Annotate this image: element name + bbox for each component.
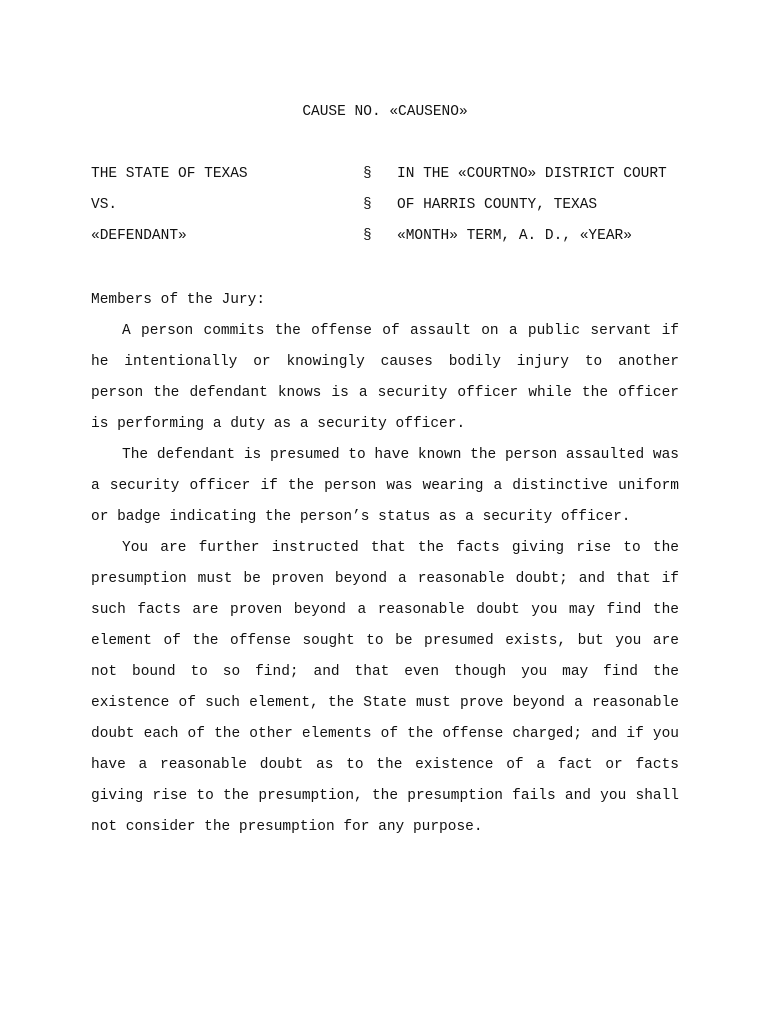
caption-party: «DEFENDANT» [91,228,187,244]
caption-row [91,164,679,195]
instruction-paragraph: A person commits the offense of assault on a public servant if he intentionally or knowingly causes bodily injury to another person the defendant knows is a security officer while the officer is performing a duty as a security officer. [91,323,679,432]
caption-court: IN THE «COURTNO» DISTRICT COURT [397,166,667,182]
caption-row [91,226,679,257]
case-caption [91,164,679,257]
cause-number: CAUSE NO. «CAUSENO» [302,104,468,120]
instruction-paragraph: You are further instructed that the facts giving rise to the presumption must be proven beyond a reasonable doubt; and that if such facts are proven beyond a reasonable doubt you may find the element of the offense sought to be presumed exists, but you are not bound to so find; and that even though you may find the existence of such element, the State must prove beyond a reasonable doubt each of the other elements of the offense charged; and if you have a reasonable doubt as to the existence of a fact or facts giving rise to the presumption, the presumption fails and you shall not consider the presumption for any purpose. [91,540,679,835]
jury-instructions [91,282,679,843]
caption-court: «MONTH» TERM, A. D., «YEAR» [397,228,632,244]
section-symbol: § [363,228,372,244]
salutation: Members of the Jury: [91,292,266,308]
caption-row [91,195,679,226]
instruction-paragraph: The defendant is presumed to have known the person assaulted was a security officer if the person was wearing a distinctive uniform or badge indicating the person’s status as a security officer. [91,447,679,525]
section-symbol: § [363,166,372,182]
caption-court: OF HARRIS COUNTY, TEXAS [397,197,598,213]
caption-party: THE STATE OF TEXAS [91,166,248,182]
section-symbol: § [363,197,372,213]
caption-party: VS. [91,197,118,213]
